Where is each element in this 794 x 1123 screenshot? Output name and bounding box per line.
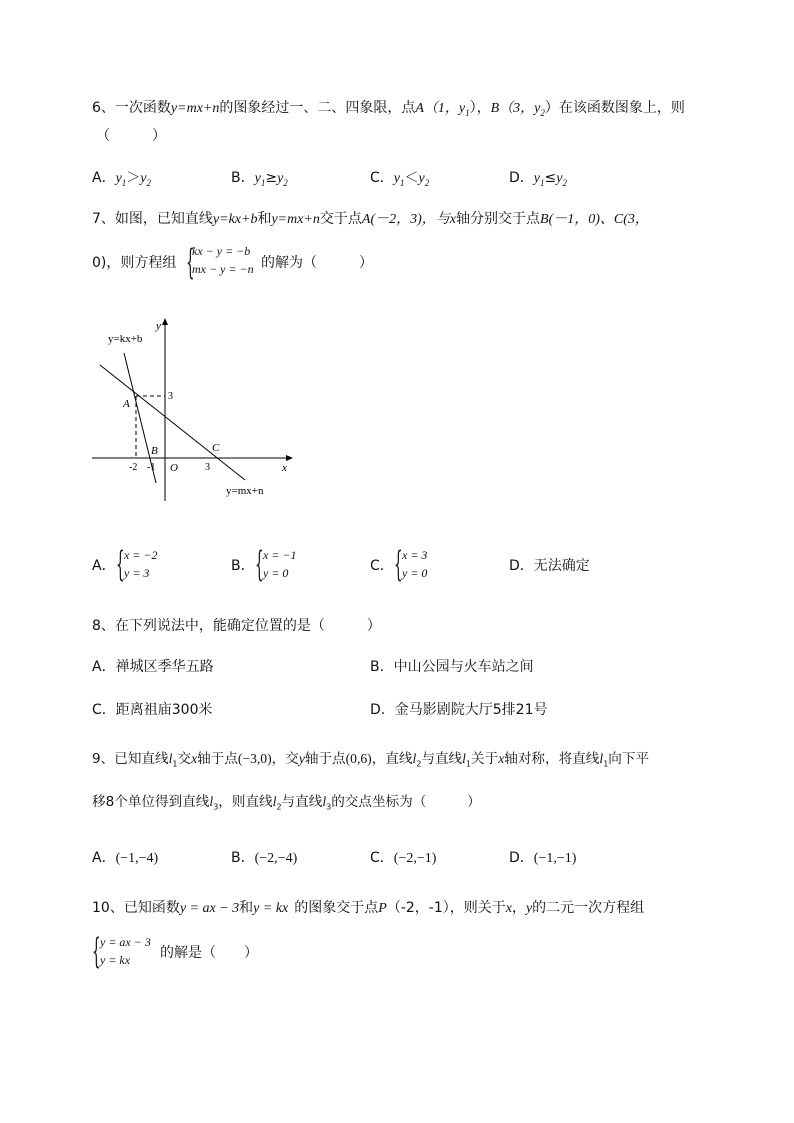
tick-x-3: 3	[205, 462, 210, 473]
q10-text: 的图象交于点	[294, 900, 379, 916]
option-var: y	[418, 171, 425, 186]
q10-system-row1: y = ax − 3	[100, 935, 151, 949]
tick-x-minus1: -1	[147, 462, 156, 473]
q9-text: ，则直线	[218, 794, 273, 810]
origin-label: O	[170, 462, 178, 474]
q7-eq2: y=mx+n	[271, 212, 320, 227]
option-value: (−2,−4)	[254, 851, 298, 866]
q9-text: 与直线	[421, 751, 463, 767]
x-axis-label: x	[282, 462, 287, 474]
q9-option-b[interactable]	[231, 848, 297, 869]
q7-text: 和	[257, 211, 272, 227]
option-var: y	[140, 171, 147, 186]
q6-option-a[interactable]	[92, 168, 151, 193]
q6-text-b: 的图象经过一、二、四象限，点	[219, 100, 416, 116]
q9-sub: 3	[213, 802, 219, 812]
q9-text: 交	[177, 751, 192, 767]
q9-x: x	[191, 751, 198, 766]
q10-x: x	[505, 901, 512, 916]
option-label: C．	[370, 850, 394, 866]
q9-text: 轴对称，将直线	[504, 751, 600, 767]
q7-text: 7、如图，已知直线	[92, 211, 213, 227]
q8-option-a[interactable]: A．禅城区季华五路	[92, 659, 214, 675]
q6-func: y=mx+n	[170, 101, 220, 116]
q7-option-b-row1: x = −1	[263, 548, 297, 562]
question-9-line1	[92, 749, 649, 775]
option-label: D．	[509, 850, 534, 866]
option-rel: ≤	[544, 170, 557, 186]
q6-option-d[interactable]	[509, 168, 567, 193]
q6-point-b: B（3，y	[490, 101, 541, 116]
q9-point2: (0,6)	[345, 751, 372, 766]
q7-system-row1: kx − y = −b	[192, 244, 251, 258]
q9-option-c[interactable]	[370, 848, 436, 869]
q6-paren: （ ）	[96, 128, 166, 144]
q10-text: ，	[511, 900, 526, 916]
q7-xvar: x	[449, 212, 457, 227]
q10-text: 10、已知函数	[92, 900, 180, 916]
q7-line2-start: 0)，则方程组	[92, 255, 177, 271]
q9-text: 轴于点	[197, 751, 238, 767]
option-label: B．	[231, 170, 255, 186]
question-6-line1	[92, 98, 685, 123]
q9-point1: (−3,0)	[237, 751, 272, 766]
q7-line2-end: 的解为（ ）	[261, 255, 373, 271]
q9-l3: l	[322, 794, 327, 809]
option-value: (−1,−4)	[115, 851, 159, 866]
q6-text-d: ）在该函数图象上，则	[544, 100, 685, 116]
q9-text: 向下平	[608, 751, 650, 767]
q10-line2: 的解是（ ）	[160, 945, 258, 961]
option-var: y	[393, 171, 400, 186]
option-rel: ＞	[126, 170, 141, 186]
q9-l2: l	[412, 751, 417, 766]
q9-text: ，交	[271, 751, 299, 767]
option-label: B．	[231, 850, 255, 866]
q7-system-brace: {	[186, 243, 195, 284]
option-var: y	[254, 171, 261, 186]
q7-option-b-label[interactable]: B．	[231, 558, 255, 574]
question-10-line1	[92, 898, 644, 919]
label-line-kx-b: y=kx+b	[108, 333, 143, 345]
q7-system	[192, 242, 254, 278]
tick-y-3: 3	[168, 391, 173, 402]
q7-point-a: A(－2，3)，与	[361, 212, 450, 227]
q7-text: 轴分别交于点	[456, 211, 541, 227]
option-label: D．	[509, 170, 534, 186]
q9-text: 关于	[471, 751, 499, 767]
q9-l1: l	[599, 751, 604, 766]
q9-x: x	[498, 751, 505, 766]
q7-option-d[interactable]: D．无法确定	[509, 558, 590, 574]
option-var: y	[115, 171, 122, 186]
q10-func2: y = kx	[253, 901, 289, 916]
q7-option-b-row2: y = 0	[263, 566, 289, 580]
question-7-line1	[92, 209, 649, 230]
q9-sub: 1	[603, 759, 609, 769]
x-axis-arrow	[286, 455, 293, 461]
q10-text: 的二元一次方程组	[532, 900, 645, 916]
q9-text: 的交点坐标为（ ）	[331, 794, 481, 810]
y-axis-label: y	[156, 320, 161, 332]
label-line-mx-n: y=mx+n	[226, 485, 264, 497]
point-b-label: B	[151, 445, 158, 457]
q7-option-a-label[interactable]: A．	[92, 558, 116, 574]
q9-text: 与直线	[281, 794, 323, 810]
q7-option-a-system[interactable]	[124, 546, 158, 582]
q9-l1: l	[462, 751, 466, 766]
q9-l3: l	[209, 794, 214, 809]
tick-x-minus2: -2	[129, 462, 138, 473]
q9-sub: 1	[172, 759, 178, 769]
option-var: y	[556, 171, 563, 186]
q9-text: 移8个单位得到直线	[92, 794, 210, 810]
q6-sub1: 1	[465, 107, 470, 118]
q9-text: ，直线	[371, 751, 413, 767]
q10-system	[100, 933, 151, 969]
q10-func1: y = ax − 3	[179, 901, 240, 916]
q7-option-c-brace: {	[394, 545, 403, 586]
option-value: (−2,−1)	[393, 851, 437, 866]
q9-text: 9、已知直线	[92, 751, 169, 767]
option-label: C．	[370, 170, 394, 186]
q7-graph	[90, 315, 305, 505]
q7-option-a-row1: x = −2	[124, 548, 158, 562]
option-sub: 2	[146, 177, 152, 188]
q10-system-row2: y = kx	[100, 953, 131, 967]
q7-option-c-label[interactable]: C．	[370, 558, 394, 574]
q7-option-a-brace: {	[116, 545, 125, 586]
option-value: (−1,−1)	[533, 851, 577, 866]
question-8-title: 8、在下列说法中，能确定位置的是（ ）	[92, 618, 381, 634]
q8-option-b[interactable]: B．中山公园与火车站之间	[370, 659, 534, 675]
option-var: y	[277, 171, 284, 186]
option-rel: ≥	[265, 170, 278, 186]
option-sub: 2	[424, 177, 430, 188]
q9-sub: 1	[465, 759, 472, 769]
q6-option-c[interactable]	[370, 168, 429, 193]
q6-text: 6、一次函数	[92, 100, 171, 116]
option-sub: 2	[283, 177, 288, 188]
q7-option-b-brace: {	[255, 545, 264, 586]
q7-point-c: C(3，	[613, 212, 649, 227]
option-sub: 1	[540, 177, 545, 188]
q7-eq1: y=kx+b	[212, 212, 258, 227]
q9-sub: 2	[416, 759, 422, 769]
q6-point-a: A（1，y	[415, 101, 466, 116]
q10-system-brace: {	[92, 932, 101, 973]
option-sub: 2	[562, 177, 567, 188]
q6-option-b[interactable]	[231, 168, 288, 193]
q10-point-p: P	[378, 901, 387, 916]
q9-y: y	[298, 751, 305, 766]
y-axis-arrow	[162, 318, 168, 325]
point-c-label: C	[212, 442, 220, 454]
q6-text-c: ），	[469, 100, 491, 116]
q9-sub: 3	[326, 802, 332, 812]
q7-option-c-row1: x = 3	[402, 548, 428, 562]
option-sub: 1	[400, 177, 405, 188]
q7-text: 交于点	[319, 211, 362, 227]
q9-option-d[interactable]	[509, 848, 576, 869]
option-sub: 1	[260, 177, 266, 188]
q9-l1: l	[168, 751, 173, 766]
option-label: A．	[92, 850, 116, 866]
q7-point-b: B(－1，0)、	[540, 212, 614, 227]
q7-option-a-row2: y = 3	[124, 566, 150, 580]
q8-option-d[interactable]: D．金马影剧院大厅5排21号	[370, 702, 548, 718]
q7-option-c-row2: y = 0	[402, 566, 428, 580]
point-a-label: A	[123, 398, 130, 410]
option-label: A．	[92, 170, 116, 186]
q10-y: y	[525, 901, 533, 916]
q9-l2: l	[272, 794, 277, 809]
option-sub: 1	[121, 177, 127, 188]
option-var: y	[533, 171, 540, 186]
q9-text: 轴于点	[304, 751, 346, 767]
q7-option-c-system[interactable]	[402, 546, 427, 582]
q9-sub: 2	[276, 802, 282, 812]
q10-text: 和	[239, 900, 254, 916]
q10-text: （-2，-1），则关于	[386, 900, 506, 916]
q7-system-row2: mx − y = −n	[192, 262, 254, 276]
question-9-line2	[92, 792, 481, 818]
q7-option-b-system[interactable]	[263, 546, 297, 582]
q6-sub2: 2	[540, 107, 545, 118]
option-rel: ＜	[404, 170, 419, 186]
q8-option-c[interactable]: C．距离祖庙300米	[92, 702, 213, 718]
q9-option-a[interactable]	[92, 848, 158, 869]
